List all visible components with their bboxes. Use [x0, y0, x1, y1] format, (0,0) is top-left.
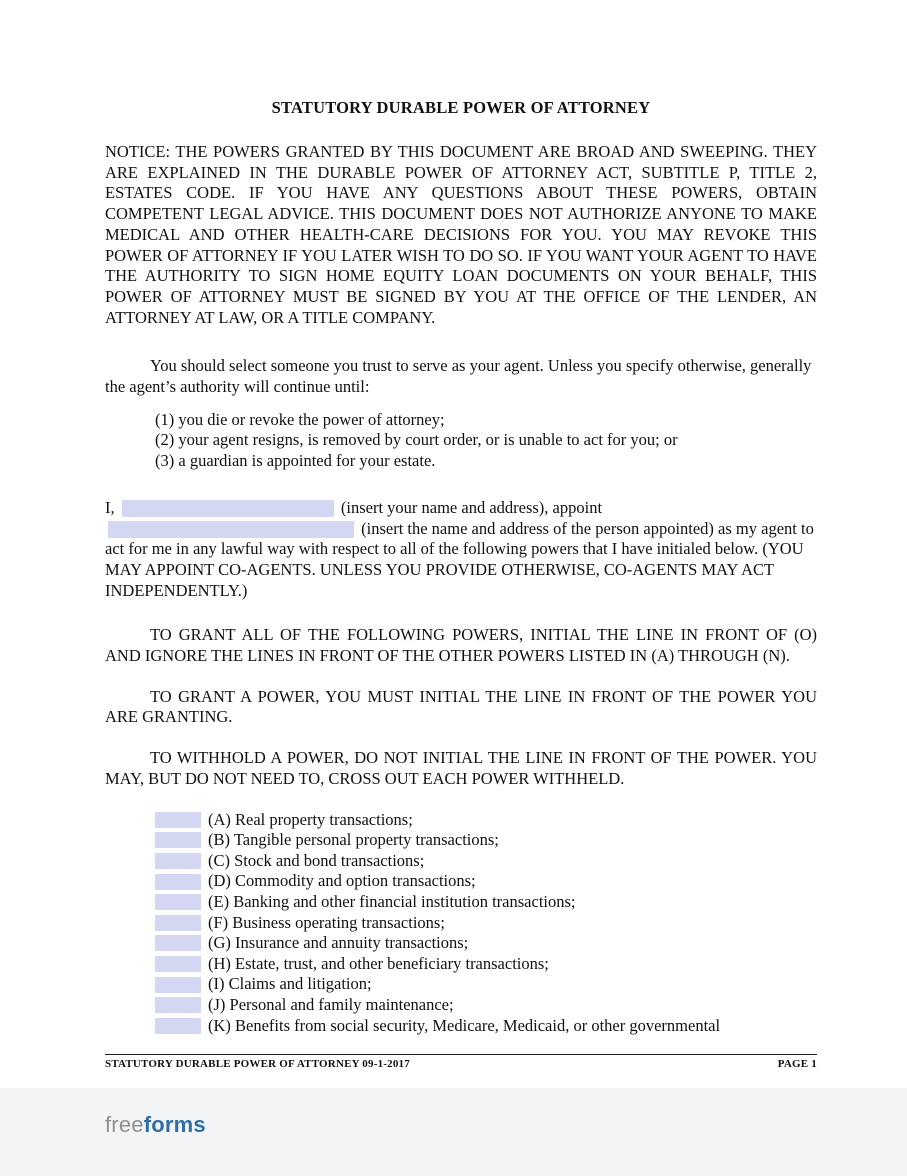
initial-field-h[interactable] — [155, 956, 201, 972]
document-title: STATUTORY DURABLE POWER OF ATTORNEY — [271, 98, 651, 117]
initial-field-a[interactable] — [155, 812, 201, 828]
power-label-e: (E) Banking and other financial institution transactions; — [208, 891, 576, 911]
grant-one-paragraph: TO GRANT A POWER, YOU MUST INITIAL THE LINE IN FRONT OF THE POWER YOU ARE GRANTING. — [105, 686, 817, 727]
page-footer — [105, 1054, 817, 1070]
power-row-h — [105, 954, 817, 975]
power-label-j: (J) Personal and family maintenance; — [208, 994, 454, 1014]
power-label-a: (A) Real property transactions; — [208, 809, 413, 829]
initial-field-j[interactable] — [155, 997, 201, 1013]
power-row-d — [105, 871, 817, 892]
power-row-f — [105, 913, 817, 934]
power-row-e — [105, 892, 817, 913]
power-label-k: (K) Benefits from social security, Medicare, Medicaid, or other governmental — [208, 1015, 721, 1035]
initial-field-b[interactable] — [155, 832, 201, 848]
power-row-c — [105, 851, 817, 872]
power-label-f: (F) Business operating transactions; — [208, 912, 445, 932]
initial-field-g[interactable] — [155, 935, 201, 951]
power-row-k — [105, 1016, 817, 1037]
principal-name-field[interactable] — [122, 500, 334, 517]
powers-list — [105, 810, 817, 1037]
notice-paragraph: NOTICE: THE POWERS GRANTED BY THIS DOCUMENT ARE BROAD AND SWEEPING. THEY ARE EXPLAINED IN THE DURABLE POWER OF ATTORNEY ACT, SUBTITLE P, TITLE 2, ESTATES CODE. IF YOU HAVE ANY QUESTIONS ABOUT THESE POWERS, OBTAIN COMPETENT LEGAL ADVICE. THIS DOCUMENT DOES NOT AUTHORIZE ANYONE TO MAKE MEDICAL AND OTHER HEALTH-CARE DECISIONS FOR YOU. YOU MAY REVOKE THIS POWER OF ATTORNEY IF YOU LATER WISH TO DO SO. IF YOU WANT YOUR AGENT TO HAVE THE AUTHORITY TO SIGN HOME EQUITY LOAN DOCUMENTS ON YOUR BEHALF, THIS POWER OF ATTORNEY MUST BE SIGNED BY YOU AT THE OFFICE OF THE LENDER, AN ATTORNEY AT LAW, OR A TITLE COMPANY. — [105, 142, 817, 327]
termination-item-2: (2) your agent resigns, is removed by court order, or is unable to act for you; or — [155, 430, 678, 450]
power-label-b: (B) Tangible personal property transactions; — [208, 830, 499, 850]
appointment-after-agent: (insert the name and address of the person appointed) as my agent to act for me in any lawful way with respect to all of the following powers that I have initialed below. (YOU MAY APPOINT CO-AGENTS. UNLESS YOU PROVIDE OTHERWISE, CO-AGENTS MAY ACT INDEPENDENTLY.) — [105, 518, 814, 600]
initial-field-c[interactable] — [155, 853, 201, 869]
freeforms-logo — [105, 1112, 907, 1138]
withhold-paragraph: TO WITHHOLD A POWER, DO NOT INITIAL THE LINE IN FRONT OF THE POWER. YOU MAY, BUT DO NOT NEED TO, CROSS OUT EACH POWER WITHHELD. — [105, 748, 817, 788]
intro-paragraph: You should select someone you trust to serve as your agent. Unless you specify otherwise, generally the agent’s authority will continue until: — [105, 356, 812, 397]
termination-list — [105, 410, 817, 472]
power-label-i: (I) Claims and litigation; — [208, 974, 372, 994]
power-label-c: (C) Stock and bond transactions; — [208, 850, 425, 870]
initial-field-f[interactable] — [155, 915, 201, 931]
power-label-d: (D) Commodity and option transactions; — [208, 871, 476, 891]
logo-text-free: free — [105, 1112, 144, 1137]
power-row-a — [105, 810, 817, 831]
footer-page-number: PAGE 1 — [777, 1058, 817, 1070]
termination-item-3: (3) a guardian is appointed for your estate. — [155, 451, 436, 471]
power-row-i — [105, 974, 817, 995]
initial-field-e[interactable] — [155, 894, 201, 910]
site-footer-area — [0, 1088, 907, 1176]
initial-field-i[interactable] — [155, 977, 201, 993]
power-label-g: (G) Insurance and annuity transactions; — [208, 933, 469, 953]
grant-all-paragraph: TO GRANT ALL OF THE FOLLOWING POWERS, INITIAL THE LINE IN FRONT OF (O) AND IGNORE THE LINES IN FRONT OF THE OTHER POWERS LISTED IN (A) THROUGH (N). — [105, 625, 817, 666]
power-label-h: (H) Estate, trust, and other beneficiary transactions; — [208, 953, 549, 973]
initial-field-k[interactable] — [155, 1018, 201, 1034]
appointment-after-name: (insert your name and address), appoint — [340, 497, 603, 517]
initial-field-d[interactable] — [155, 874, 201, 890]
termination-item-1: (1) you die or revoke the power of attorney; — [155, 409, 445, 429]
logo-text-forms: forms — [143, 1112, 206, 1137]
agent-name-field[interactable] — [108, 521, 354, 538]
power-row-b — [105, 830, 817, 851]
power-row-g — [105, 933, 817, 954]
appointment-prefix: I, — [105, 497, 115, 517]
appointment-paragraph — [105, 498, 817, 602]
footer-document-name: STATUTORY DURABLE POWER OF ATTORNEY 09-1-2017 — [105, 1058, 410, 1070]
power-row-j — [105, 995, 817, 1016]
